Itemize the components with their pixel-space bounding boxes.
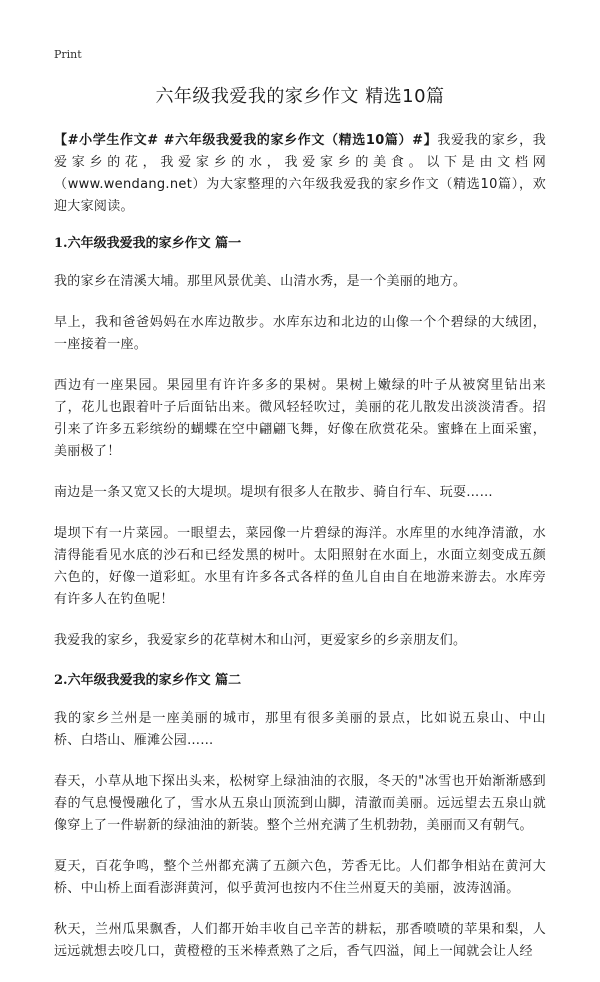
page-title: 六年级我爱我的家乡作文 精选10篇	[155, 86, 445, 107]
intro-text: 我爱我的家乡，我爱家乡的花，我爱家乡的水，我爱家乡的美食。以下是由文档网（www.wendang.net）为大家整理的六年级我爱我的家乡作文（精选10篇），欢迎大家阅读。	[54, 133, 546, 214]
paragraph: 早上，我和爸爸妈妈在水库边散步。水库东边和北边的山像一个个碧绿的大绒团，一座接着一座。	[54, 315, 546, 352]
section-1	[54, 234, 546, 652]
paragraph: 秋天，兰州瓜果飘香，人们都开始丰收自己辛苦的耕耘，那香喷喷的苹果和梨，人远远就想去咬几口，黄橙橙的玉米棒煮熟了之后，香气四溢，闻上一闻就会让人经	[54, 922, 546, 959]
section-heading: 1.六年级我爱我的家乡作文 篇一	[54, 236, 242, 251]
paragraph: 我的家乡在清溪大埔。那里风景优美、山清水秀，是一个美丽的地方。	[54, 274, 467, 289]
paragraph: 我爱我的家乡，我爱家乡的花草树木和山河，更爱家乡的乡亲朋友们。	[54, 633, 467, 648]
paragraph: 我的家乡兰州是一座美丽的城市，那里有很多美丽的景点，比如说五泉山、中山桥、白塔山、雁滩公园……	[54, 711, 546, 748]
paragraph: 堤坝下有一片菜园。一眼望去，菜园像一片碧绿的海洋。水库里的水纯净清澈，水清得能看见水底的沙石和已经发黑的树叶。太阳照射在水面上，水面立刻变成五颜六色的，好像一道彩虹。水里有许多各式各样的鱼儿自由自在地游来游去。水库旁有许多人在钓鱼呢！	[54, 526, 546, 607]
print-link[interactable]: Print	[54, 48, 82, 61]
section-heading: 2.六年级我爱我的家乡作文 篇二	[54, 673, 242, 688]
paragraph: 南边是一条又宽又长的大堤坝。堤坝有很多人在散步、骑自行车、玩耍……	[54, 485, 493, 500]
paragraph: 西边有一座果园。果园里有许许多多的果树。果树上嫩绿的叶子从被窝里钻出来了，花儿也跟着叶子后面钻出来。微风轻轻吹过，美丽的花儿散发出淡淡清香。招引来了许多五彩缤纷的蝴蝶在空中翩翩飞舞，好像在欣赏花朵。蜜蜂在上面采蜜，美丽极了！	[54, 378, 546, 459]
paragraph: 春天，小草从地下探出头来，松树穿上绿油油的衣服，冬天的"冰雪也开始渐渐感到春的气息慢慢融化了，雪水从五泉山顶流到山脚，清澈而美丽。远远望去五泉山就像穿上了一件崭新的绿油油的新装。整个兰州充满了生机勃勃，美丽而又有朝气。	[54, 774, 546, 833]
section-2	[54, 671, 546, 963]
intro-paragraph	[54, 130, 546, 218]
intro-tag: 【#小学生作文# #六年级我爱我的家乡作文（精选10篇）#】	[54, 133, 438, 148]
paragraph: 夏天，百花争鸣，整个兰州都充满了五颜六色，芳香无比。人们都争相站在黄河大桥、中山桥上面看澎湃黄河，似乎黄河也按内不住兰州夏天的美丽，波涛汹涌。	[54, 859, 546, 896]
document-body	[54, 82, 546, 982]
